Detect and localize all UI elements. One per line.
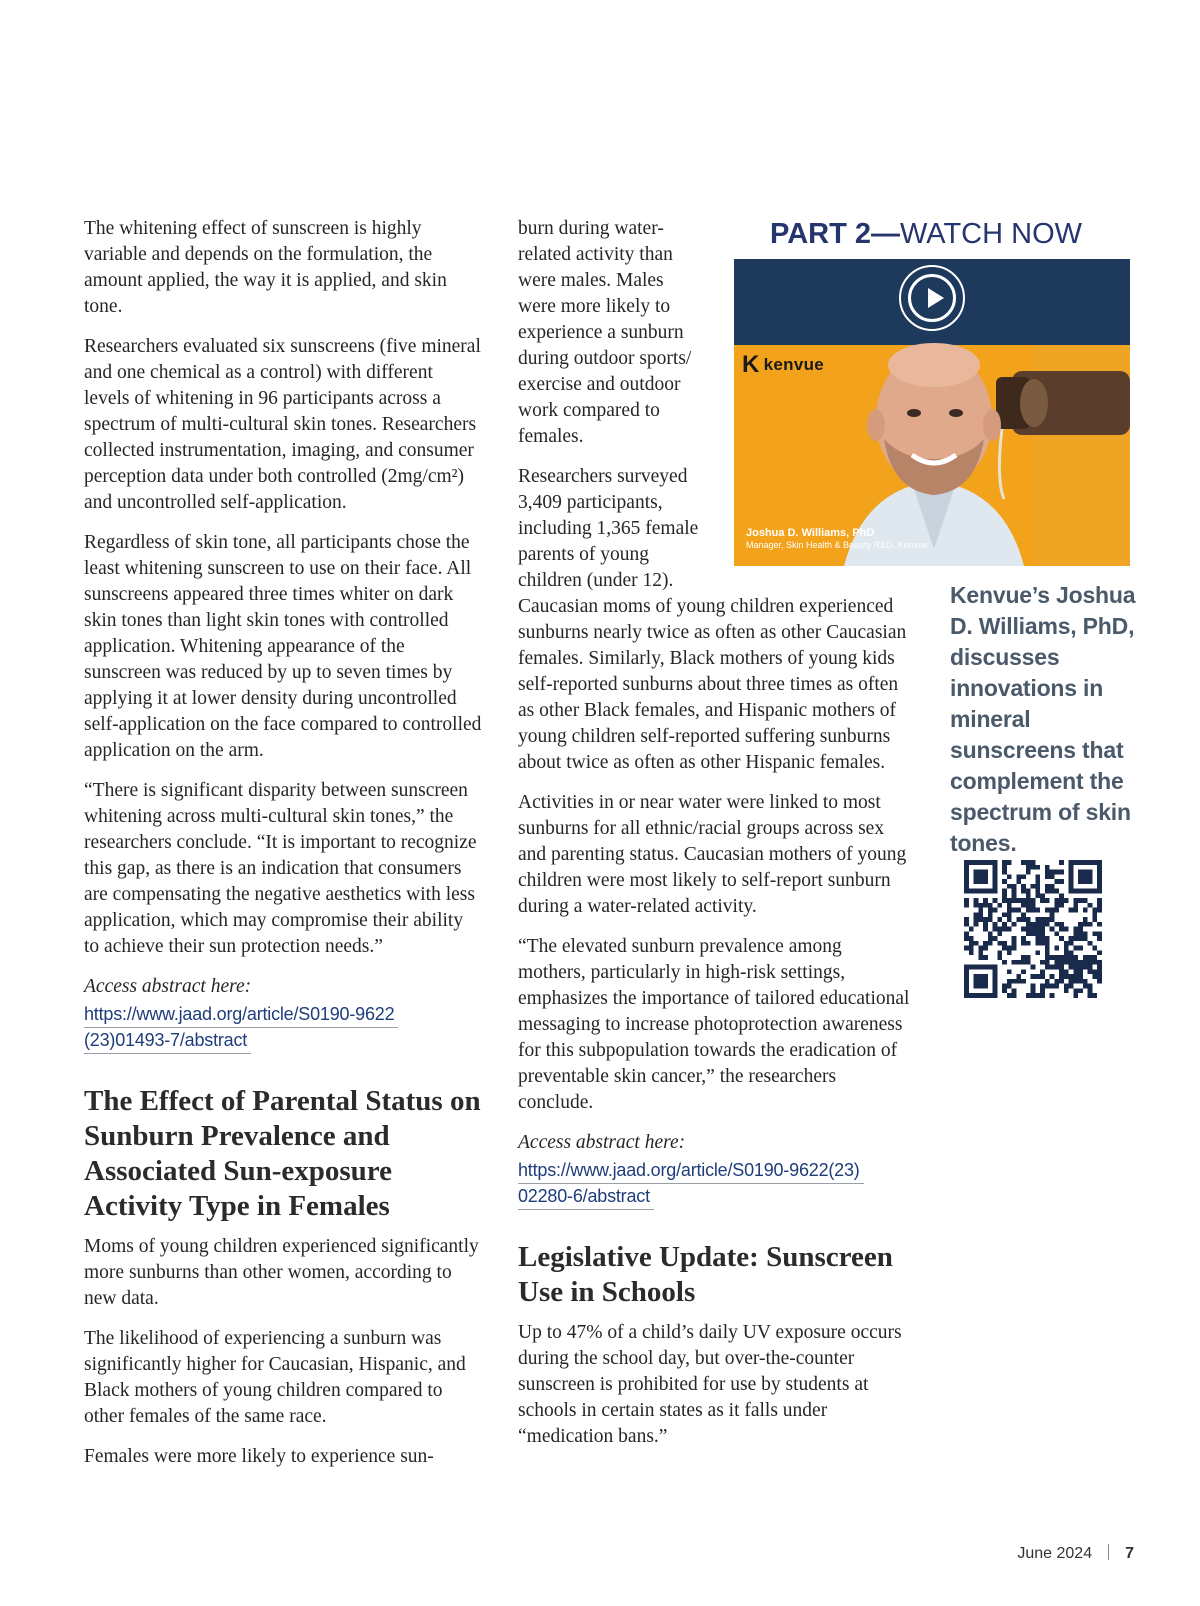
paragraph: “There is significant disparity between sunscreen whitening across multi-cultural skin tones,” the researchers conclude. “It is important to recognize this gap, as there is an indication that consumers are compensating the negative aesthetics with less application, which may compromise their ability to achieve their sun protection needs.”: [84, 780, 477, 957]
watch-now-title: [770, 216, 1110, 252]
link-line: (23)01493-7/abstract: [84, 1028, 251, 1054]
paragraph: Regardless of skin tone, all participants chose the least whitening sunscreen to use on their face. All sunscreens appeared three times whiter on dark skin tones than light skin tones with controlled application. Whitening appearance of the sunscreen was reduced by up to seven times by applying it at lower density during uncontrolled self-application on the face compared to controlled application on the arm.: [84, 532, 482, 761]
column-left: [84, 216, 482, 1484]
speaker-name: Joshua D. Williams, PhD: [746, 527, 875, 539]
paragraph: The whitening effect of sunscreen is highly variable and depends on the formulation, the amount applied, the way it is applied, and skin tone.: [84, 218, 447, 317]
play-icon: [908, 274, 956, 322]
access-abstract-label: Access abstract here:: [518, 1132, 686, 1153]
title-part: PART 2: [770, 218, 871, 250]
paragraph: Females were more likely to experience sun-: [84, 1446, 434, 1467]
video-lower-third: [746, 527, 928, 551]
qr-code-icon[interactable]: [964, 860, 1102, 998]
paragraph: Moms of young children experienced significantly more sunburns than other women, according to new data.: [84, 1236, 479, 1309]
paragraph: Researchers evaluated six sunscreens (five mineral and one chemical as a control) with different levels of whitening in 96 participants across a spectrum of multi-cultural skin tones. Researchers collected instrumentation, imaging, and consumer perception data under both controlled (2mg/cm²) and uncontrolled self-application.: [84, 336, 481, 513]
link-line: https://www.jaad.org/article/S0190-9622(23): [518, 1158, 864, 1184]
paragraph: Caucasian moms of young children experienced sunburns nearly twice as often as other Caucasian females. Similarly, Black mothers of young kids self-reported sunburns about three times as often as other Black females, and Hispanic mothers of young children self-reported suffering sunburns about twice as often as other Hispanic females.: [518, 596, 907, 773]
title-dash: —: [870, 218, 900, 250]
video-caption: Kenvue’s Joshua D. Williams, PhD, discusses innovations in mineral sunscreens that complement the spectrum of skin tones.: [950, 582, 1136, 856]
paragraph: “The elevated sunburn prevalence among mothers, particularly in high-risk settings, emphasizes the importance of tailored educational messaging to increase photoprotection awareness for this subpopulation towards the eradication of preventable skin cancer,” the researchers conclude.: [518, 936, 910, 1113]
play-button[interactable]: [899, 265, 965, 331]
speaker-role: Manager, Skin Health & Beauty R&D, Kenvue: [746, 540, 929, 550]
abstract-link-2[interactable]: [518, 1158, 910, 1210]
kenvue-logo: K kenvue: [742, 351, 825, 378]
article-heading: Legislative Update: Sunscreen Use in Schools: [518, 1241, 893, 1308]
link-line: 02280-6/abstract: [518, 1184, 654, 1210]
brand-name: kenvue: [763, 355, 825, 374]
paragraph: burn during water-related activity than were males. Males were more likely to experience a sunburn during outdoor sports/ exercise and outdoor work compared to females.: [518, 218, 692, 447]
footer-divider: [1108, 1544, 1109, 1560]
issue-date: June 2024: [1017, 1545, 1093, 1562]
link-line: https://www.jaad.org/article/S0190-9622: [84, 1002, 398, 1028]
paragraph: Up to 47% of a child’s daily UV exposure occurs during the school day, but over-the-counter sunscreen is prohibited for use by students at schools in certain states as it falls under “medication bans.”: [518, 1322, 902, 1447]
title-watch: WATCH NOW: [899, 218, 1082, 250]
access-abstract-label: Access abstract here:: [84, 976, 252, 997]
page-footer: [1017, 1544, 1134, 1563]
page-number: 7: [1125, 1545, 1134, 1562]
article-heading: The Effect of Parental Status on Sunburn Prevalence and Associated Sun-exposure Activity Type in Females: [84, 1085, 481, 1222]
video-player[interactable]: [734, 259, 1130, 566]
abstract-link-1[interactable]: [84, 1002, 482, 1054]
paragraph: Activities in or near water were linked to most sunburns for all ethnic/racial groups across sex and parenting status. Caucasian mothers of young children were most likely to self-report sunburn during a water-related activity.: [518, 792, 907, 917]
paragraph: The likelihood of experiencing a sunburn was significantly higher for Caucasian, Hispanic, and Black mothers of young children compared to other females of the same race.: [84, 1328, 466, 1427]
paragraph: Researchers surveyed 3,409 participants, including 1,365 female parents of young children (under 12).: [518, 466, 699, 591]
